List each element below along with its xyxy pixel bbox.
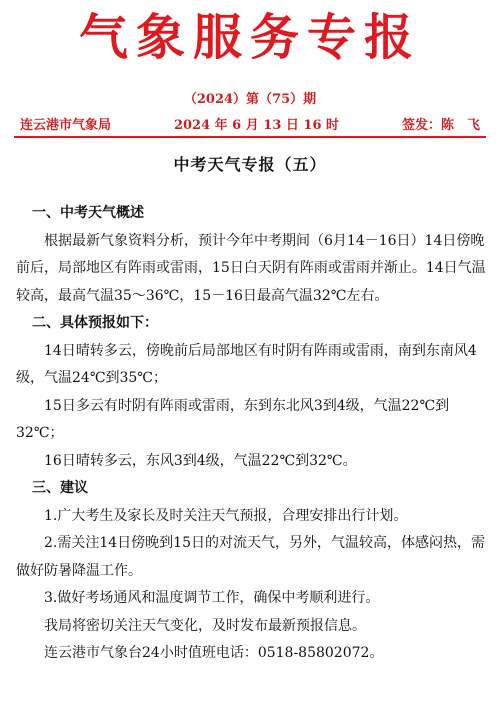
forecast-day-14: 14日晴转多云，傍晚前后局部地区有时阴有阵雨或雷雨，南到东南风4级，气温24℃到35℃； — [16, 342, 477, 386]
section-heading-forecast: 二、具体预报如下： — [32, 315, 158, 331]
document-body — [16, 200, 486, 668]
red-divider — [14, 136, 486, 138]
masthead-title: 气象服务专报 — [78, 9, 421, 66]
closing-note: 我局将密切关注天气变化，及时发布最新预报信息。 — [44, 617, 366, 634]
issue-datetime: 2024 年 6 月 13 日 16 时 — [173, 118, 340, 133]
forecast-day-15: 15日多云有时阴有阵雨或雷雨，东到东北风3到4级，气温22℃到32℃； — [16, 397, 450, 441]
forecast-day-16: 16日晴转多云，东风3到4级，气温22℃到32℃。 — [44, 452, 357, 469]
section-heading-overview: 一、中考天气概述 — [32, 205, 144, 221]
section-heading-advice: 三、建议 — [32, 480, 88, 496]
issuer: 连云港市气象局 — [20, 118, 112, 133]
overview-paragraph: 根据最新气象资料分析，预计今年中考期间（6月14－16日）14日傍晚前后，局部地区有阵雨或雷雨，15日白天阴有阵雨或雷雨并渐止。14日气温较高，最高气温35～36℃，15－16日最高气温32℃左右。 — [16, 232, 486, 304]
issue-number: （2024）第（75）期 — [183, 92, 317, 107]
hotline: 连云港市气象台24小时值班电话：0518-85802072。 — [44, 645, 384, 661]
advice-3: 3.做好考场通风和温度调节工作，确保中考顺利进行。 — [44, 590, 380, 606]
advice-1: 1.广大考生及家长及时关注天气预报，合理安排出行计划。 — [44, 507, 408, 524]
document-title: 中考天气专报（五） — [173, 155, 327, 174]
signer: 签发：陈 飞 — [401, 118, 480, 133]
info-bar — [20, 114, 480, 133]
advice-2: 2.需关注14日傍晚到15日的对流天气，另外，气温较高，体感闷热，需做好防暑降温工作。 — [16, 535, 485, 579]
